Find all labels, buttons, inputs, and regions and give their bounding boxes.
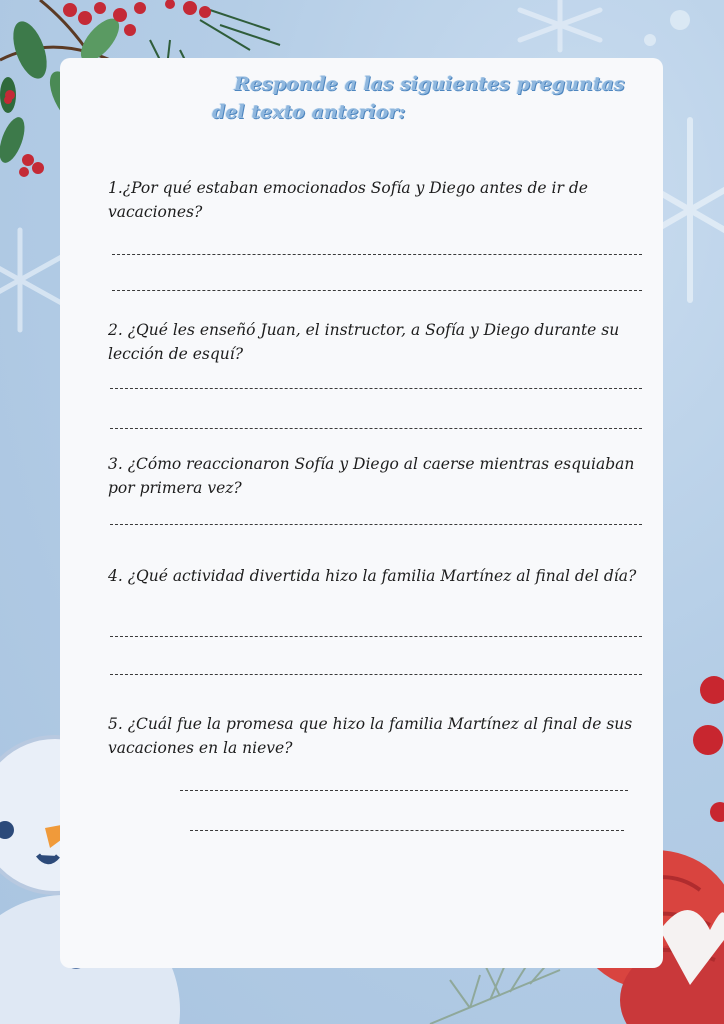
title-line-2: del texto anterior: xyxy=(212,101,406,123)
snowflake-icon xyxy=(520,0,600,50)
answer-line[interactable] xyxy=(110,524,642,525)
answer-line[interactable] xyxy=(110,636,642,637)
answer-line[interactable] xyxy=(110,388,642,389)
berries-icon xyxy=(693,676,724,822)
answer-line[interactable] xyxy=(190,830,624,831)
answer-line[interactable] xyxy=(110,674,642,675)
question-3: 3. ¿Cómo reaccionaron Sofía y Diego al caerse mientras esquiaban por primera vez? xyxy=(108,455,635,497)
question-2: 2. ¿Qué les enseñó Juan, el instructor, a Sofía y Diego durante su lección de esquí? xyxy=(108,321,620,363)
question-5: 5. ¿Cuál fue la promesa que hizo la familia Martínez al final de sus vacaciones en la nieve? xyxy=(108,715,633,757)
answer-line[interactable] xyxy=(112,290,642,291)
answer-line[interactable] xyxy=(180,790,628,791)
title-line-1: Responde a las siguientes preguntas xyxy=(234,73,625,95)
question-1: 1.¿Por qué estaban emocionados Sofía y Diego antes de ir de vacaciones? xyxy=(108,179,588,221)
answer-line[interactable] xyxy=(110,428,642,429)
answer-line[interactable] xyxy=(112,254,642,255)
question-4: 4. ¿Qué actividad divertida hizo la familia Martínez al final del día? xyxy=(108,567,637,585)
worksheet-title xyxy=(212,70,652,126)
snowflake-icon xyxy=(0,230,65,330)
